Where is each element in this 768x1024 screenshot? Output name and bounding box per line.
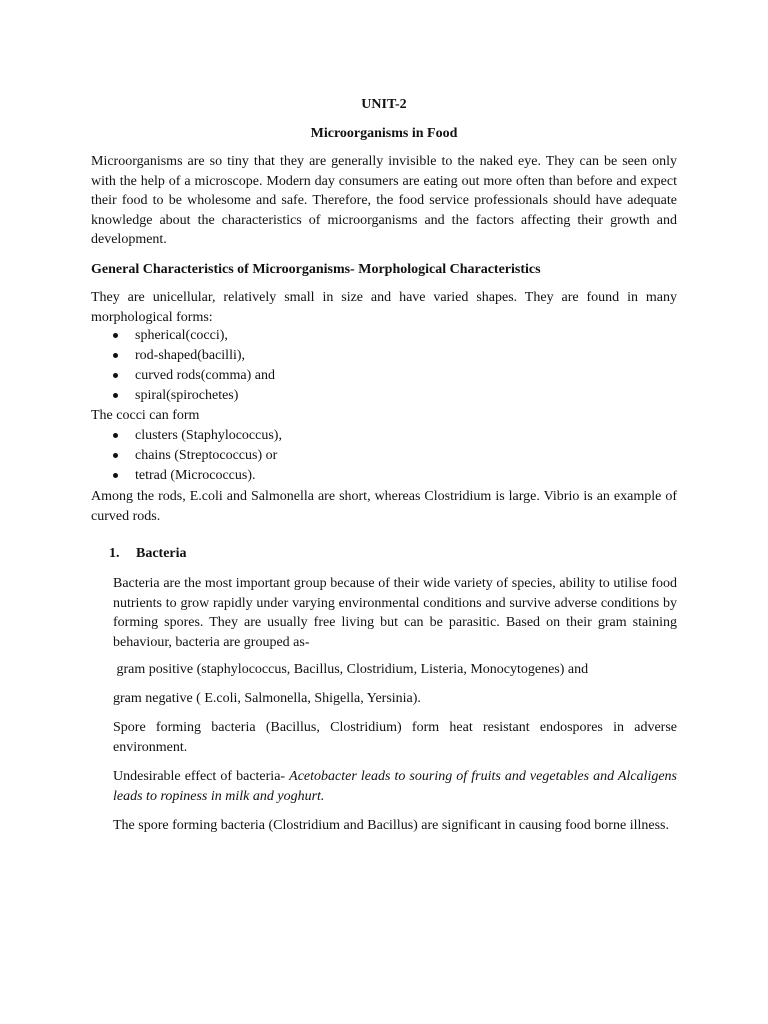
bacteria-heading <box>109 544 187 564</box>
spore-paragraph: Spore forming bacteria (Bacillus, Clostridium) form heat resistant endospores in adverse environment. <box>113 720 677 755</box>
undesirable-lead-text: Undesirable effect of bacteria- <box>113 769 290 784</box>
gram-negative-line: gram negative ( E.coli, Salmonella, Shigella, Yersinia). <box>113 691 421 706</box>
forms-intro-paragraph: They are unicellular, relatively small in size and have varied shapes. They are found in many morphological forms: <box>91 290 677 325</box>
bullet-icon <box>113 333 118 338</box>
spore-illness-paragraph: The spore forming bacteria (Clostridium and Bacillus) are significant in causing food borne illness. <box>113 818 669 833</box>
bullet-icon <box>113 393 118 398</box>
intro-paragraph: Microorganisms are so tiny that they are generally invisible to the naked eye. They can be seen only with the help of a microscope. Modern day consumers are eating out more often than before and expect their food to be wholesome and safe. Therefore, the food service professionals should have adequate knowledge about the characteristics of microorganisms and the factors affecting their growth and development. <box>91 154 677 247</box>
section-heading: General Characteristics of Microorganisms- Morphological Characteristics <box>91 262 541 277</box>
list-item <box>110 386 275 406</box>
list-item-text: spiral(spirochetes) <box>135 388 239 403</box>
rods-paragraph: Among the rods, E.coli and Salmonella are short, whereas Clostridium is large. Vibrio is an example of curved rods. <box>91 489 677 524</box>
list-item <box>110 326 275 346</box>
heading-label: Bacteria <box>136 546 187 561</box>
list-item-text: spherical(cocci), <box>135 328 228 343</box>
list-item <box>110 346 275 366</box>
morphological-forms-list <box>110 326 275 406</box>
cocci-intro: The cocci can form <box>91 408 200 423</box>
gram-positive-line: gram positive (staphylococcus, Bacillus, Clostridium, Listeria, Monocytogenes) and <box>113 662 589 677</box>
list-item <box>110 446 282 466</box>
list-item-text: rod-shaped(bacilli), <box>135 348 246 363</box>
undesirable-effect-paragraph <box>113 767 677 806</box>
unit-title: UNIT-2 <box>361 97 407 112</box>
bullet-icon <box>113 473 118 478</box>
list-item-text: chains (Streptococcus) or <box>135 448 278 463</box>
cocci-forms-list <box>110 426 282 486</box>
list-item <box>110 466 282 486</box>
heading-number: 1. <box>109 546 120 561</box>
undesirable-italic-text: Acetobacter leads to souring of fruits and vegetables and Alcaligens leads to ropiness in milk and yoghurt. <box>113 769 677 804</box>
list-item <box>110 366 275 386</box>
bullet-icon <box>113 453 118 458</box>
document-title: Microorganisms in Food <box>310 126 458 141</box>
bacteria-paragraph: Bacteria are the most important group because of their wide variety of species, ability to utilise food nutrients to grow rapidly under varying environmental conditions and survive adverse conditions by forming spores. They are usually free living but can be parasitic. Based on their gram staining behaviour, bacteria are grouped as- <box>113 576 677 650</box>
bullet-icon <box>113 373 118 378</box>
list-item <box>110 426 282 446</box>
bullet-icon <box>113 353 118 358</box>
list-item-text: clusters (Staphylococcus), <box>135 428 282 443</box>
list-item-text: tetrad (Micrococcus). <box>135 468 256 483</box>
list-item-text: curved rods(comma) and <box>135 368 275 383</box>
bullet-icon <box>113 433 118 438</box>
